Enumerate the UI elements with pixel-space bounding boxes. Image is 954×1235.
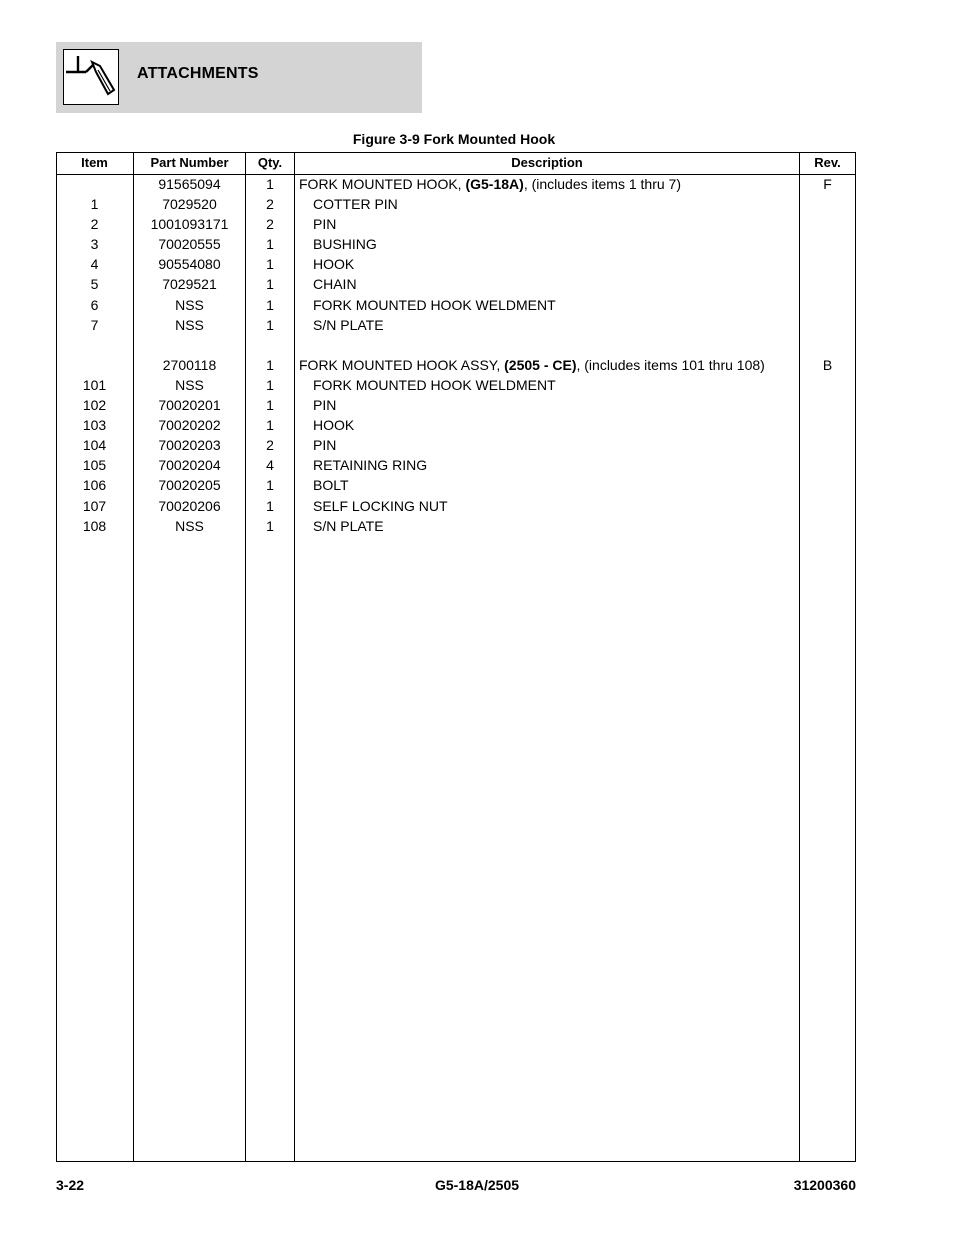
- part-number: 70020205: [158, 477, 221, 494]
- description-text: RETAINING RING: [313, 457, 428, 474]
- description: [313, 295, 813, 315]
- description-note: , (includes items 1 thru 7): [523, 176, 681, 192]
- item-number: 104: [82, 437, 107, 454]
- description-text: S/N PLATE: [313, 517, 384, 534]
- quantity: 1: [266, 497, 274, 514]
- description: [313, 415, 813, 435]
- part-number: NSS: [175, 316, 204, 333]
- model-code: (2505 - CE): [504, 356, 577, 373]
- revision: F: [823, 176, 832, 192]
- description-text: PIN: [313, 397, 337, 414]
- table-row: [56, 475, 856, 495]
- description: [313, 254, 813, 274]
- item-number: 7: [90, 316, 99, 333]
- item-number: 108: [82, 517, 107, 534]
- part-number: 70020206: [158, 497, 221, 514]
- description: [299, 174, 799, 194]
- quantity: 1: [266, 376, 274, 393]
- part-number: 70020204: [158, 457, 221, 474]
- column-header-qty: Qty.: [257, 155, 283, 170]
- figure-title: Figure 3-9 Fork Mounted Hook: [352, 131, 556, 147]
- part-number: 90554080: [158, 256, 221, 273]
- document-number: 31200360: [793, 1177, 856, 1193]
- description-text: PIN: [313, 216, 337, 233]
- quantity: 1: [266, 256, 274, 273]
- column-header-part-number: Part Number: [150, 155, 229, 170]
- description-text: HOOK: [313, 256, 355, 273]
- table-row: [56, 415, 856, 435]
- quantity: 2: [266, 196, 274, 213]
- description-text: BUSHING: [313, 236, 377, 253]
- column-header-description: Description: [511, 155, 583, 170]
- table-row: [56, 274, 856, 294]
- table-row: [56, 234, 856, 254]
- item-number: 2: [90, 216, 99, 233]
- quantity: 1: [266, 356, 274, 373]
- table-row: [56, 254, 856, 274]
- quantity: 1: [266, 477, 274, 494]
- table-row: [56, 174, 856, 194]
- description: [313, 274, 813, 294]
- description: [313, 455, 813, 475]
- table-row: [56, 335, 856, 355]
- description: [313, 496, 813, 516]
- quantity: 1: [266, 417, 274, 434]
- description-text: S/N PLATE: [313, 316, 384, 333]
- table-row: [56, 194, 856, 214]
- description: [313, 375, 813, 395]
- column-header-rev: Rev.: [814, 155, 841, 170]
- description-text: FORK MOUNTED HOOK,: [299, 176, 466, 192]
- part-number: 7029521: [162, 276, 217, 293]
- description: [313, 435, 813, 455]
- description-note: , (includes items 101 thru 108): [576, 356, 765, 373]
- quantity: 1: [266, 276, 274, 293]
- item-number: 106: [82, 477, 107, 494]
- quantity: 1: [266, 236, 274, 253]
- part-number: 70020201: [158, 397, 221, 414]
- part-number: NSS: [175, 376, 204, 393]
- item-number: 5: [90, 276, 99, 293]
- quantity: 1: [266, 397, 274, 414]
- item-number: 3: [90, 236, 99, 253]
- revision: B: [822, 356, 833, 373]
- description: [313, 315, 813, 335]
- item-number: 4: [90, 256, 99, 273]
- description-text: BOLT: [313, 477, 349, 494]
- description-text: FORK MOUNTED HOOK WELDMENT: [313, 376, 556, 393]
- description-text: COTTER PIN: [313, 196, 398, 213]
- quantity: 1: [266, 296, 274, 313]
- quantity: 1: [266, 517, 274, 534]
- description: [313, 234, 813, 254]
- part-number: 70020202: [158, 417, 221, 434]
- description: [299, 355, 799, 375]
- item-number: 6: [90, 296, 99, 313]
- table-row: [56, 214, 856, 234]
- column-header-item: Item: [81, 155, 108, 170]
- description-text: SELF LOCKING NUT: [313, 497, 448, 514]
- description-text: CHAIN: [313, 276, 357, 293]
- table-row: [56, 315, 856, 335]
- item-number: 107: [82, 497, 107, 514]
- item-number: 105: [82, 457, 107, 474]
- description-text: HOOK: [313, 417, 355, 434]
- description: [313, 194, 813, 214]
- table-body: [56, 174, 856, 536]
- part-number: 91565094: [158, 176, 221, 192]
- table-row: [56, 516, 856, 536]
- item-number: 101: [82, 376, 107, 393]
- part-number: NSS: [175, 296, 204, 313]
- item-number: 1: [90, 196, 99, 213]
- description: [313, 516, 813, 536]
- quantity: 4: [266, 457, 274, 474]
- description: [313, 475, 813, 495]
- item-number: 103: [82, 417, 107, 434]
- part-number: 70020555: [158, 236, 221, 253]
- description: [313, 214, 813, 234]
- table-row: [56, 395, 856, 415]
- item-number: 102: [82, 397, 107, 414]
- description-text: FORK MOUNTED HOOK WELDMENT: [313, 296, 556, 313]
- attachment-hook-icon: [63, 49, 119, 105]
- part-number: 1001093171: [150, 216, 229, 233]
- table-row: [56, 435, 856, 455]
- quantity: 1: [266, 176, 274, 192]
- description: [313, 395, 813, 415]
- page-number: 3-22: [56, 1177, 85, 1193]
- part-number: 2700118: [162, 356, 217, 373]
- table-row: [56, 295, 856, 315]
- description-text: PIN: [313, 437, 337, 454]
- model-code: (G5-18A): [465, 176, 524, 192]
- quantity: 2: [266, 437, 274, 454]
- table-row: [56, 375, 856, 395]
- description-text: FORK MOUNTED HOOK ASSY,: [299, 356, 505, 373]
- quantity: 1: [266, 316, 274, 333]
- part-number: 7029520: [162, 196, 217, 213]
- table-row: [56, 455, 856, 475]
- table-row: [56, 496, 856, 516]
- part-number: NSS: [175, 517, 204, 534]
- table-row: [56, 355, 856, 375]
- part-number: 70020203: [158, 437, 221, 454]
- section-title: ATTACHMENTS: [137, 65, 259, 82]
- quantity: 2: [266, 216, 274, 233]
- model-number: G5-18A/2505: [434, 1177, 520, 1193]
